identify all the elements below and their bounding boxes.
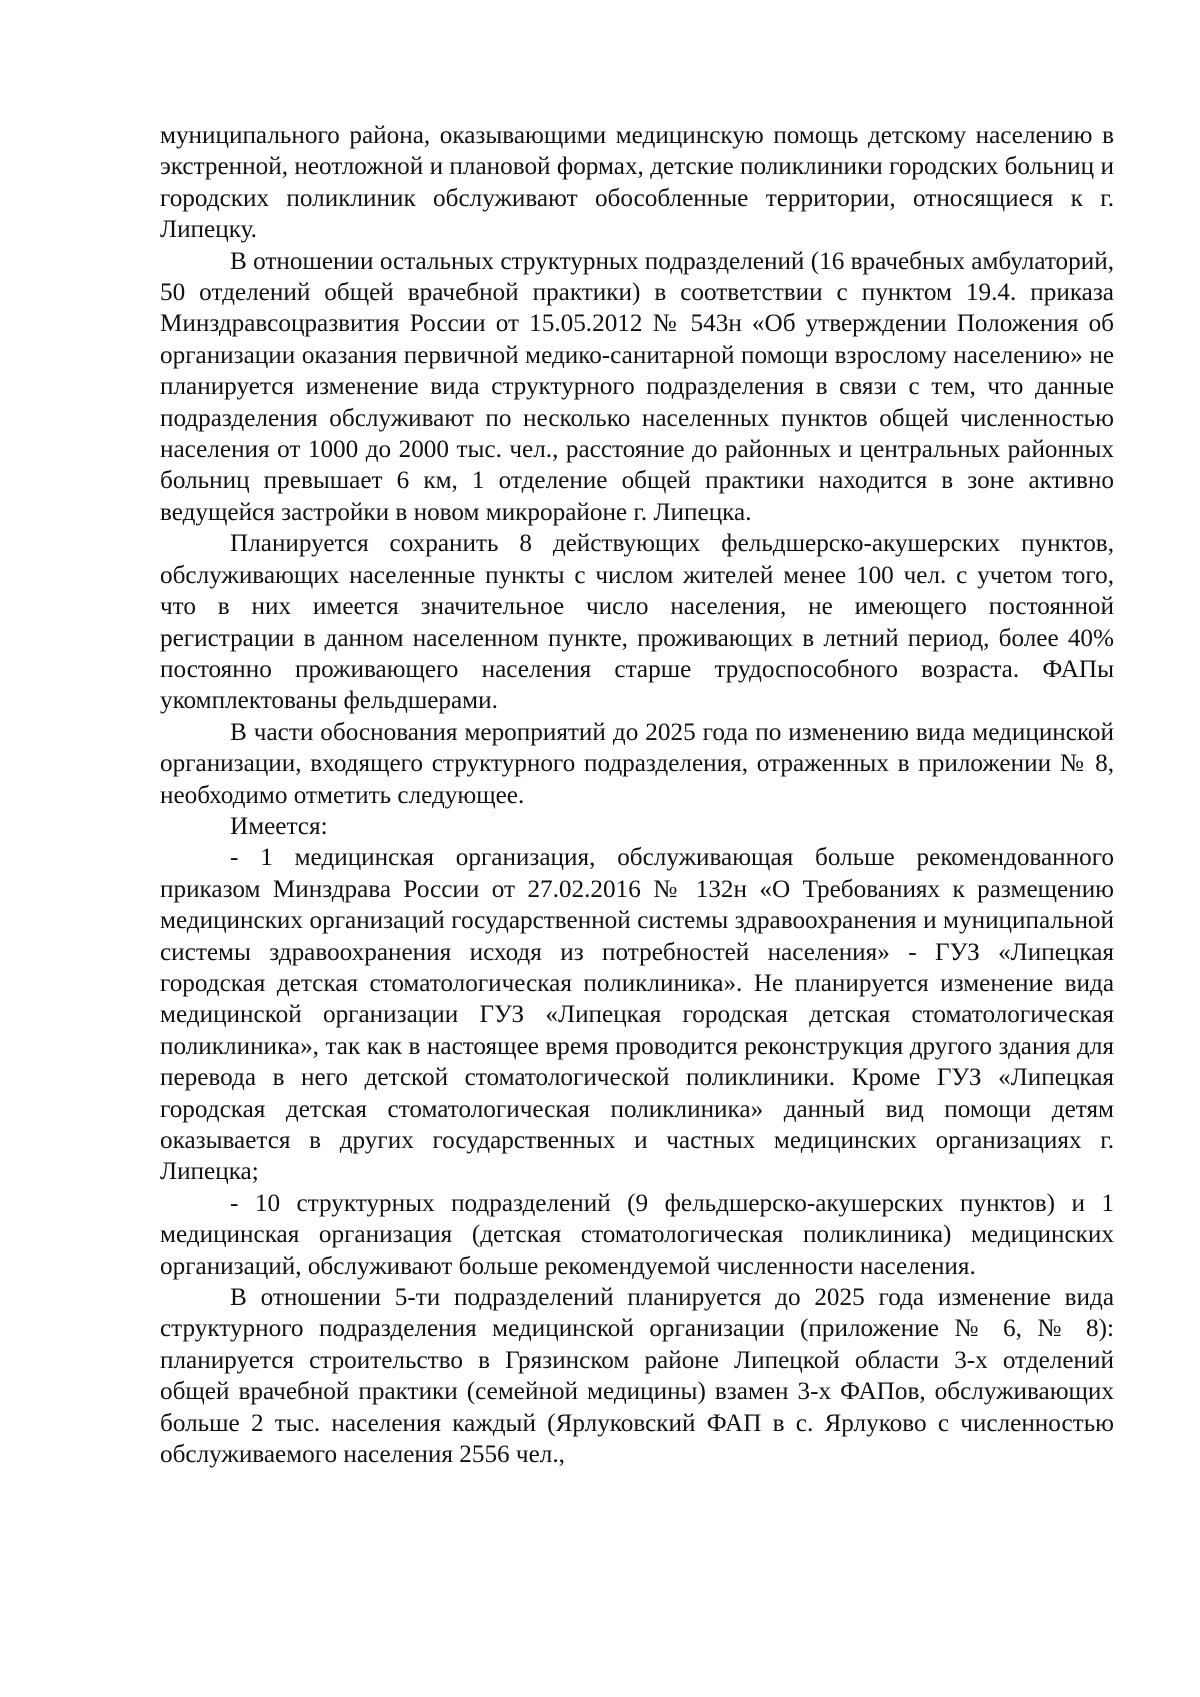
paragraph-available: Имеется: bbox=[230, 812, 328, 840]
paragraph-continuation: муниципального района, оказывающими медицинскую помощь детскому населению в экстренной, неотложной и плановой формах, детские поликлиники городских больниц и городских поликлиник обслуживают обособленные территории, относящиеся к г. Липецку. bbox=[160, 122, 1114, 244]
paragraph-other-units: В отношении остальных структурных подразделений (16 врачебных амбулаторий, 50 отделений общей врачебной практики) в соответствии с пунктом 19.4. приказа Минздравсоцразвития России от 15.05.2012 № 543н «Об утверждении Положения об организации оказания первичной медико-санитарной помощи взрослому населению» не планируется изменение вида структурного подразделения в связи с тем, что данные подразделения обслуживают по несколько населенных пунктов общей численностью населения от 1000 до 2000 тыс. чел., расстояние до районных и центральных районных больниц превышает 6 км, 1 отделение общей практики находится в зоне активно ведущейся застройки в новом микрорайоне г. Липецка. bbox=[160, 247, 1114, 526]
list-item-dental-clinic: - 1 медицинская организация, обслуживающая больше рекомендованного приказом Минздрава России от 27.02.2016 № 132н «О Требованиях к размещению медицинских организаций государственной системы здравоохранения и муниципальной системы здравоохранения исходя из потребностей населения» - ГУЗ «Липецкая городская детская стоматологическая поликлиника». Не планируется изменение вида медицинской организации ГУЗ «Липецкая городская детская стоматологическая поликлиника», так как в настоящее время проводится реконструкция другого здания для перевода в него детской стоматологической поликлиники. Кроме ГУЗ «Липецкая городская детская стоматологическая поликлиника» данный вид помощи детям оказывается в других государственных и частных медицинских организациях г. Липецка; bbox=[160, 844, 1114, 1186]
paragraph-justification: В части обоснования мероприятий до 2025 года по изменению вида медицинской организации, входящего структурного подразделения, отраженных в приложении № 8, необходимо отметить следующее. bbox=[160, 718, 1114, 809]
list-item-structural-units: - 10 структурных подразделений (9 фельдшерско-акушерских пунктов) и 1 медицинская организация (детская стоматологическая поликлиника) медицинских организаций, обслуживают больше рекомендуемой численности населения. bbox=[160, 1189, 1114, 1280]
paragraph-fap-preserve: Планируется сохранить 8 действующих фельдшерско-акушерских пунктов, обслуживающих населенные пункты с числом жителей менее 100 чел. с учетом того, что в них имеется значительное число населения, не имеющего постоянной регистрации в данном населенном пункте, проживающих в летний период, более 40% постоянно проживающего населения старше трудоспособного возраста. ФАПы укомплектованы фельдшерами. bbox=[160, 530, 1114, 715]
document-body bbox=[160, 120, 1114, 1470]
paragraph-five-units: В отношении 5-ти подразделений планируется до 2025 года изменение вида структурного подразделения медицинской организации (приложение № 6, № 8): планируется строительство в Грязинском районе Липецкой области 3-х отделений общей врачебной практики (семейной медицины) взамен 3-х ФАПов, обслуживающих больше 2 тыс. населения каждый (Ярлуковский ФАП в с. Ярлуково с численностью обслуживаемого населения 2556 чел., bbox=[160, 1284, 1114, 1469]
